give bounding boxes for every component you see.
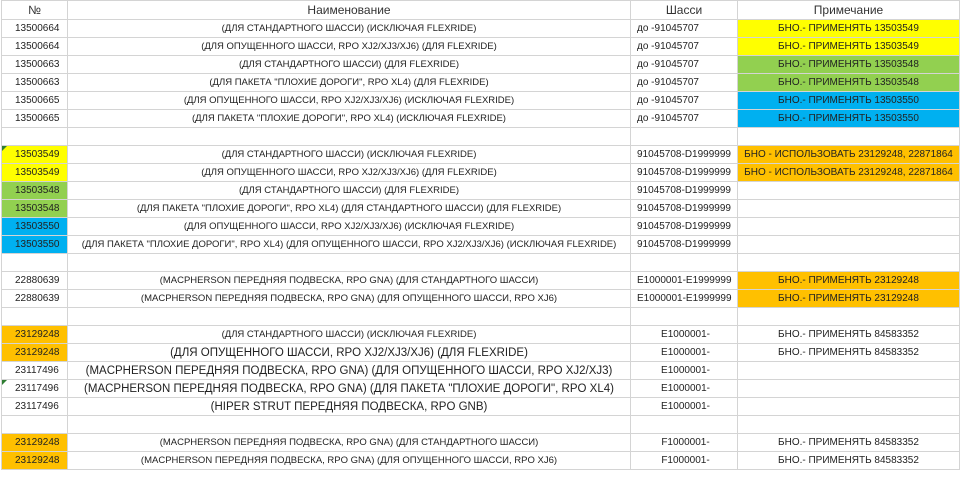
chassis-cell[interactable]: F1000001-	[631, 452, 738, 470]
empty-cell[interactable]	[2, 128, 68, 146]
note-cell[interactable]: БНО - ИСПОЛЬЗОВАТЬ 23129248, 22871864	[738, 146, 960, 164]
part-number-text: 13503549	[15, 149, 60, 160]
note-cell[interactable]: БНО.- ПРИМЕНЯТЬ 23129248	[738, 272, 960, 290]
part-number-cell[interactable]: 13500665	[2, 92, 68, 110]
description-cell[interactable]: (ДЛЯ СТАНДАРТНОГО ШАССИ) (ДЛЯ FLEXRIDE)	[68, 56, 631, 74]
part-number-cell[interactable]: 13500665	[2, 110, 68, 128]
empty-row	[2, 128, 960, 146]
part-number-cell[interactable]: 23117496	[2, 398, 68, 416]
table-row	[2, 344, 960, 362]
description-cell[interactable]: (MACPHERSON ПЕРЕДНЯЯ ПОДВЕСКА, RPO GNA) (ДЛЯ ОПУЩЕННОГО ШАССИ, RPO XJ6)	[68, 452, 631, 470]
description-cell[interactable]: (ДЛЯ ОПУЩЕННОГО ШАССИ, RPO XJ2/XJ3/XJ6) (ИСКЛЮЧАЯ FLEXRIDE)	[68, 218, 631, 236]
table-row	[2, 92, 960, 110]
note-cell[interactable]: БНО.- ПРИМЕНЯТЬ 23129248	[738, 290, 960, 308]
note-cell[interactable]: БНО.- ПРИМЕНЯТЬ 13503548	[738, 56, 960, 74]
chassis-cell[interactable]: 91045708-D1999999	[631, 200, 738, 218]
comment-marker-icon	[2, 380, 7, 385]
chassis-cell[interactable]: E1000001-	[631, 362, 738, 380]
chassis-cell[interactable]: до -91045707	[631, 74, 738, 92]
note-cell[interactable]	[738, 218, 960, 236]
chassis-cell[interactable]: E1000001-	[631, 344, 738, 362]
chassis-cell[interactable]: до -91045707	[631, 92, 738, 110]
header-row	[2, 1, 960, 20]
chassis-cell[interactable]: до -91045707	[631, 38, 738, 56]
note-cell[interactable]: БНО.- ПРИМЕНЯТЬ 13503550	[738, 92, 960, 110]
chassis-cell[interactable]: 91045708-D1999999	[631, 164, 738, 182]
part-number-cell[interactable]: 13503550	[2, 218, 68, 236]
chassis-cell[interactable]: E1000001-	[631, 398, 738, 416]
table-row	[2, 20, 960, 38]
empty-cell[interactable]	[738, 128, 960, 146]
empty-cell[interactable]	[2, 308, 68, 326]
empty-row	[2, 254, 960, 272]
note-cell[interactable]	[738, 380, 960, 398]
empty-cell[interactable]	[68, 128, 631, 146]
chassis-cell[interactable]: 91045708-D1999999	[631, 218, 738, 236]
table-row	[2, 434, 960, 452]
part-number-cell[interactable]: 13503548	[2, 182, 68, 200]
part-number-cell[interactable]: 13500663	[2, 56, 68, 74]
description-cell[interactable]: (ДЛЯ ПАКЕТА "ПЛОХИЕ ДОРОГИ", RPO XL4) (ДЛЯ ОПУЩЕННОГО ШАССИ, RPO XJ2/XJ3/XJ6) (ИСКЛЮЧАЯ FLEXRIDE)	[68, 236, 631, 254]
description-cell[interactable]: (ДЛЯ СТАНДАРТНОГО ШАССИ) (ИСКЛЮЧАЯ FLEXRIDE)	[68, 146, 631, 164]
description-cell[interactable]: (ДЛЯ ОПУЩЕННОГО ШАССИ, RPO XJ2/XJ3/XJ6) (ДЛЯ FLEXRIDE)	[68, 38, 631, 56]
note-cell[interactable]: БНО.- ПРИМЕНЯТЬ 13503549	[738, 20, 960, 38]
table-row	[2, 398, 960, 416]
note-cell[interactable]: БНО.- ПРИМЕНЯТЬ 84583352	[738, 344, 960, 362]
note-cell[interactable]: БНО - ИСПОЛЬЗОВАТЬ 23129248, 22871864	[738, 164, 960, 182]
chassis-cell[interactable]: 91045708-D1999999	[631, 182, 738, 200]
table-row	[2, 110, 960, 128]
empty-cell[interactable]	[2, 254, 68, 272]
empty-row	[2, 308, 960, 326]
note-cell[interactable]: БНО.- ПРИМЕНЯТЬ 84583352	[738, 434, 960, 452]
empty-cell[interactable]	[2, 416, 68, 434]
part-number-cell[interactable]: 23129248	[2, 326, 68, 344]
table-row	[2, 236, 960, 254]
part-number-cell[interactable]: 23129248	[2, 344, 68, 362]
description-cell[interactable]: (HIPER STRUT ПЕРЕДНЯЯ ПОДВЕСКА, RPO GNB)	[68, 398, 631, 416]
empty-cell[interactable]	[738, 254, 960, 272]
part-number-cell[interactable]: 13503549	[2, 164, 68, 182]
part-number-cell[interactable]	[2, 380, 68, 398]
chassis-cell[interactable]: до -91045707	[631, 110, 738, 128]
empty-cell[interactable]	[738, 308, 960, 326]
part-number-cell[interactable]: 13503548	[2, 200, 68, 218]
part-number-cell[interactable]: 23117496	[2, 362, 68, 380]
description-cell[interactable]: (ДЛЯ ПАКЕТА "ПЛОХИЕ ДОРОГИ", RPO XL4) (ИСКЛЮЧАЯ FLEXRIDE)	[68, 110, 631, 128]
description-cell[interactable]: (ДЛЯ СТАНДАРТНОГО ШАССИ) (ДЛЯ FLEXRIDE)	[68, 182, 631, 200]
description-cell[interactable]: (ДЛЯ ПАКЕТА "ПЛОХИЕ ДОРОГИ", RPO XL4) (ДЛЯ FLEXRIDE)	[68, 74, 631, 92]
description-cell[interactable]: (ДЛЯ СТАНДАРТНОГО ШАССИ) (ИСКЛЮЧАЯ FLEXRIDE)	[68, 20, 631, 38]
part-number-cell[interactable]	[2, 146, 68, 164]
chassis-cell[interactable]: F1000001-	[631, 434, 738, 452]
table-row	[2, 146, 960, 164]
header-chassis[interactable]: Шасси	[631, 1, 738, 20]
note-cell[interactable]	[738, 236, 960, 254]
note-cell[interactable]: БНО.- ПРИМЕНЯТЬ 13503548	[738, 74, 960, 92]
part-number-cell[interactable]: 13500664	[2, 38, 68, 56]
empty-cell[interactable]	[68, 308, 631, 326]
chassis-cell[interactable]: до -91045707	[631, 56, 738, 74]
note-cell[interactable]	[738, 398, 960, 416]
comment-marker-icon	[2, 146, 7, 151]
note-cell[interactable]: БНО.- ПРИМЕНЯТЬ 84583352	[738, 326, 960, 344]
chassis-cell[interactable]: E1000001-	[631, 380, 738, 398]
chassis-cell[interactable]: 91045708-D1999999	[631, 236, 738, 254]
table-row	[2, 200, 960, 218]
description-cell[interactable]: (ДЛЯ ОПУЩЕННОГО ШАССИ, RPO XJ2/XJ3/XJ6) (ДЛЯ FLEXRIDE)	[68, 344, 631, 362]
chassis-cell[interactable]: E1000001-E1999999	[631, 290, 738, 308]
note-cell[interactable]	[738, 182, 960, 200]
part-number-cell[interactable]: 22880639	[2, 290, 68, 308]
note-cell[interactable]: БНО.- ПРИМЕНЯТЬ 84583352	[738, 452, 960, 470]
table-row	[2, 380, 960, 398]
description-cell[interactable]: (MACPHERSON ПЕРЕДНЯЯ ПОДВЕСКА, RPO GNA) (ДЛЯ ОПУЩЕННОГО ШАССИ, RPO XJ6)	[68, 290, 631, 308]
description-cell[interactable]: (MACPHERSON ПЕРЕДНЯЯ ПОДВЕСКА, RPO GNA) (ДЛЯ СТАНДАРТНОГО ШАССИ)	[68, 272, 631, 290]
header-num[interactable]: №	[2, 1, 68, 20]
empty-cell[interactable]	[631, 308, 738, 326]
part-number-cell[interactable]: 13500664	[2, 20, 68, 38]
note-cell[interactable]	[738, 362, 960, 380]
part-number-cell[interactable]: 13503550	[2, 236, 68, 254]
empty-cell[interactable]	[738, 416, 960, 434]
description-cell[interactable]: (MACPHERSON ПЕРЕДНЯЯ ПОДВЕСКА, RPO GNA) (ДЛЯ ОПУЩЕННОГО ШАССИ, RPO XJ2/XJ3)	[68, 362, 631, 380]
description-cell[interactable]: (MACPHERSON ПЕРЕДНЯЯ ПОДВЕСКА, RPO GNA) (ДЛЯ ПАКЕТА "ПЛОХИЕ ДОРОГИ", RPO XL4)	[68, 380, 631, 398]
description-cell[interactable]: (ДЛЯ ОПУЩЕННОГО ШАССИ, RPO XJ2/XJ3/XJ6) (ДЛЯ FLEXRIDE)	[68, 164, 631, 182]
description-cell[interactable]: (ДЛЯ СТАНДАРТНОГО ШАССИ) (ИСКЛЮЧАЯ FLEXRIDE)	[68, 326, 631, 344]
note-cell[interactable]: БНО.- ПРИМЕНЯТЬ 13503550	[738, 110, 960, 128]
description-cell[interactable]: (MACPHERSON ПЕРЕДНЯЯ ПОДВЕСКА, RPO GNA) (ДЛЯ СТАНДАРТНОГО ШАССИ)	[68, 434, 631, 452]
table-row	[2, 74, 960, 92]
empty-cell[interactable]	[631, 128, 738, 146]
table-row	[2, 272, 960, 290]
description-cell[interactable]: (ДЛЯ ПАКЕТА "ПЛОХИЕ ДОРОГИ", RPO XL4) (ДЛЯ СТАНДАРТНОГО ШАССИ) (ДЛЯ FLEXRIDE)	[68, 200, 631, 218]
parts-table	[1, 0, 960, 470]
part-number-cell[interactable]: 23129248	[2, 452, 68, 470]
chassis-cell[interactable]: E1000001-E1999999	[631, 272, 738, 290]
table-row	[2, 56, 960, 74]
part-number-text: 23117496	[15, 383, 59, 394]
part-number-cell[interactable]: 13500663	[2, 74, 68, 92]
table-row	[2, 38, 960, 56]
table-row	[2, 452, 960, 470]
chassis-cell[interactable]: 91045708-D1999999	[631, 146, 738, 164]
empty-cell[interactable]	[631, 416, 738, 434]
table-row	[2, 290, 960, 308]
table-row	[2, 218, 960, 236]
chassis-cell[interactable]: до -91045707	[631, 20, 738, 38]
header-name[interactable]: Наименование	[68, 1, 631, 20]
note-cell[interactable]: БНО.- ПРИМЕНЯТЬ 13503549	[738, 38, 960, 56]
table-row	[2, 326, 960, 344]
table-row	[2, 164, 960, 182]
empty-row	[2, 416, 960, 434]
empty-cell[interactable]	[68, 254, 631, 272]
table-row	[2, 362, 960, 380]
table-row	[2, 182, 960, 200]
empty-cell[interactable]	[68, 416, 631, 434]
empty-cell[interactable]	[631, 254, 738, 272]
note-cell[interactable]	[738, 200, 960, 218]
part-number-cell[interactable]: 22880639	[2, 272, 68, 290]
description-cell[interactable]: (ДЛЯ ОПУЩЕННОГО ШАССИ, RPO XJ2/XJ3/XJ6) (ИСКЛЮЧАЯ FLEXRIDE)	[68, 92, 631, 110]
part-number-cell[interactable]: 23129248	[2, 434, 68, 452]
header-note[interactable]: Примечание	[738, 1, 960, 20]
chassis-cell[interactable]: E1000001-	[631, 326, 738, 344]
